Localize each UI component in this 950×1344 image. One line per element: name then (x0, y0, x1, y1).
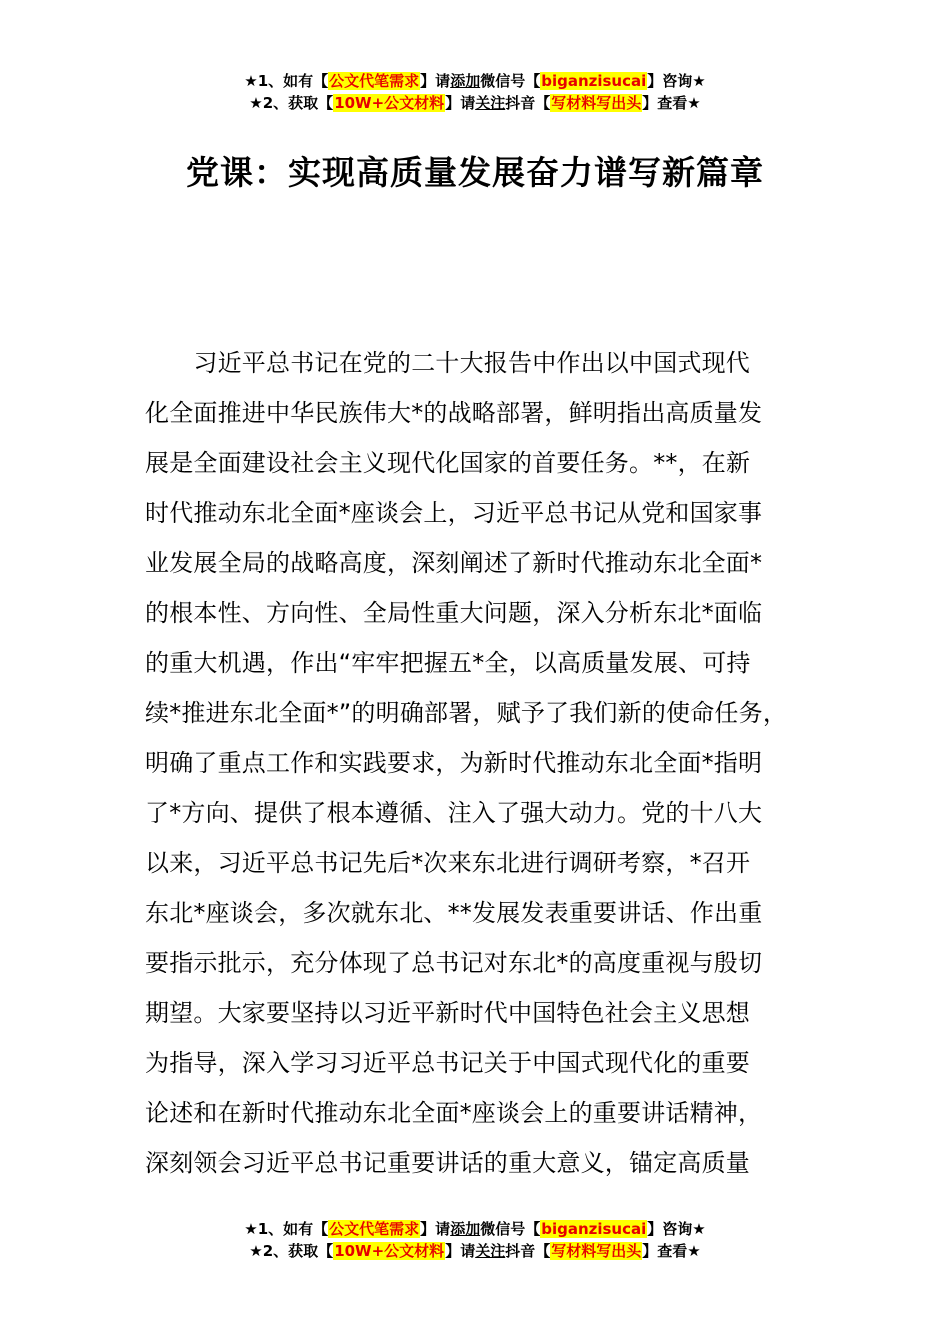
footer-banner (0, 1218, 950, 1262)
body-line: 续*推进东北全面*”的明确部署，赋予了我们新的使命任务， (145, 699, 788, 727)
banner-underlined: 添加 (450, 72, 481, 90)
banner-highlight: biganzisucai (541, 1220, 647, 1238)
banner-text: 】请 (420, 72, 451, 90)
banner-text: ★2、获取【 (249, 1242, 334, 1260)
body-line: 的重大机遇，作出“牢牢把握五*全，以高质量发展、可持 (145, 649, 751, 677)
banner-highlight: 公文代笔需求 (329, 72, 420, 90)
body-line: 论述和在新时代推动东北全面*座谈会上的重要讲话精神， (145, 1099, 763, 1127)
banner-text: 】请 (445, 1242, 476, 1260)
banner-text: 抖音【 (505, 94, 551, 112)
banner-text: ★1、如有【 (244, 1220, 329, 1238)
banner-underlined: 关注 (475, 94, 506, 112)
body-line: 期望。大家要坚持以习近平新时代中国特色社会主义思想 (145, 999, 750, 1027)
banner-highlight: 10W+公文材料 (334, 94, 445, 112)
body-line: 展是全面建设社会主义现代化国家的首要任务。**，在新 (145, 449, 751, 477)
banner-line-1 (0, 70, 950, 92)
header-banner (0, 70, 950, 114)
body-line: 化全面推进中华民族伟大*的战略部署，鲜明指出高质量发 (145, 399, 763, 427)
banner-underlined: 关注 (475, 1242, 506, 1260)
banner-text: 】查看★ (642, 1242, 701, 1260)
banner-text: 微信号【 (480, 1220, 541, 1238)
body-line: 明确了重点工作和实践要求，为新时代推动东北全面*指明 (145, 749, 763, 777)
banner-line-2 (0, 92, 950, 114)
banner-text: ★2、获取【 (249, 94, 334, 112)
banner-highlight: biganzisucai (541, 72, 647, 90)
banner-text: 微信号【 (480, 72, 541, 90)
banner-text: 】查看★ (642, 94, 701, 112)
banner-text: 】请 (445, 94, 476, 112)
banner-text: ★1、如有【 (244, 72, 329, 90)
banner-line-1 (0, 1218, 950, 1240)
banner-text: 】请 (420, 1220, 451, 1238)
banner-underlined: 添加 (450, 1220, 481, 1238)
body-line: 了*方向、提供了根本遵循、注入了强大动力。党的十八大 (145, 799, 763, 827)
body-line: 东北*座谈会，多次就东北、**发展发表重要讲话、作出重 (145, 899, 763, 927)
body-line: 为指导，深入学习习近平总书记关于中国式现代化的重要 (145, 1049, 750, 1077)
body-line: 深刻领会习近平总书记重要讲话的重大意义，锚定高质量 (145, 1149, 750, 1177)
body-line: 的根本性、方向性、全局性重大问题，深入分析东北*面临 (145, 599, 763, 627)
body-line: 习近平总书记在党的二十大报告中作出以中国式现代 (145, 349, 750, 377)
body-line: 要指示批示，充分体现了总书记对东北*的高度重视与殷切 (145, 949, 763, 977)
banner-text: 】咨询★ (647, 1220, 706, 1238)
body-line: 业发展全局的战略高度，深刻阐述了新时代推动东北全面* (145, 549, 763, 577)
banner-text: 】咨询★ (647, 72, 706, 90)
body-paragraph (145, 338, 835, 1188)
banner-line-2 (0, 1240, 950, 1262)
banner-highlight: 写材料写出头 (551, 1242, 642, 1260)
body-line: 以来，习近平总书记先后*次来东北进行调研考察，*召开 (145, 849, 751, 877)
banner-text: 抖音【 (505, 1242, 551, 1260)
banner-highlight: 公文代笔需求 (329, 1220, 420, 1238)
body-line: 时代推动东北全面*座谈会上，习近平总书记从党和国家事 (145, 499, 763, 527)
banner-highlight: 10W+公文材料 (334, 1242, 445, 1260)
banner-highlight: 写材料写出头 (551, 94, 642, 112)
document-title: 党课：实现高质量发展奋力谱写新篇章 (186, 153, 764, 192)
